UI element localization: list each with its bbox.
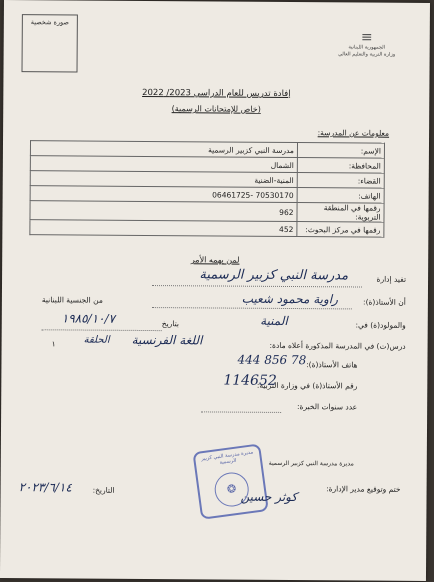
date-label: بتاريخ	[161, 319, 179, 329]
district-label: القضاء:	[297, 173, 384, 189]
cedar-icon: ❂	[213, 470, 251, 508]
book-icon: ≡	[360, 29, 373, 46]
region-number-value: 962	[30, 201, 297, 222]
school-name-label: الإسم:	[297, 143, 384, 159]
school-info-heading: معلومات عن المدرسة:	[317, 128, 390, 138]
dotted-line	[201, 411, 281, 413]
phone-value: 70530170 -06461725	[30, 186, 297, 203]
subject-value: اللغة الفرنسية	[131, 332, 203, 348]
ministry-label: رقم الأستاذ(ة) في وزارة التربية:	[256, 380, 358, 391]
date-field-label: التاريخ:	[92, 485, 115, 495]
table-row	[30, 220, 384, 237]
region-number-label: رقمها في المنطقة التربوية:	[297, 203, 384, 223]
governorate-value: الشمال	[30, 156, 297, 173]
document-title: إفادة تدريس للعام الدراسي 2023/ 2022	[142, 87, 291, 100]
dotted-line	[152, 307, 352, 309]
school-name-value: مدرسة النبي كزبير الرسمية	[30, 141, 297, 158]
research-number-value: 452	[30, 220, 297, 237]
logo-line-1: الجمهورية اللبنانية	[348, 44, 386, 51]
ministry-number-value: 114652	[223, 372, 277, 389]
phone-label: الهاتف:	[297, 188, 384, 204]
to-whom-heading: لمن يهمه الأمر	[190, 255, 240, 265]
school-info-table	[29, 140, 385, 237]
stamp-text: مديرة مدرسة النبي كزبير الرسمية	[200, 449, 254, 466]
declare-label: تفيد إدارة	[376, 274, 407, 284]
photo-box	[21, 14, 77, 72]
dotted-line	[42, 329, 162, 331]
experience-label: عدد سنوات الخبرة:	[296, 402, 358, 412]
born-label: والمولود(ة) في:	[355, 320, 406, 330]
declare-value: مدرسة النبي كزبير الرسمية	[199, 267, 349, 284]
stamp-caption: مديرة مدرسة النبي كزبير الرسمية	[268, 459, 354, 468]
grade-number: ١	[51, 339, 56, 349]
logo-line-2: وزارة التربية والتعليم العالي	[338, 51, 396, 58]
born-value: المنية	[260, 313, 288, 328]
dotted-line	[152, 285, 362, 287]
official-stamp	[192, 443, 268, 519]
research-number-label: رقمها في مركز البحوث:	[297, 222, 384, 238]
table-row	[30, 201, 384, 222]
district-value: المنية-الضنية	[30, 171, 297, 188]
date-field-value: ٢٠٢٣/٦/١٤	[18, 480, 72, 495]
governorate-label: المحافظة:	[297, 158, 384, 174]
ministry-logo	[336, 30, 398, 64]
birth-date-value: ١٩٨٥/١٠/٧	[61, 311, 116, 326]
teacher-phone-value: 78 856 444	[237, 352, 307, 368]
signature: كوثر حسين	[240, 489, 298, 505]
nationality-text: من الجنسية اللبنانية	[41, 295, 103, 305]
grade-value: الحلقة	[83, 334, 110, 346]
signature-label: ختم وتوقيع مدير الإدارة:	[326, 484, 401, 494]
phone-label: هاتف الأستاذ(ة):	[306, 360, 358, 370]
teacher-label: أن الأستاذ(ة):	[363, 297, 406, 307]
teacher-value: راوية محمود شعيب	[241, 291, 338, 307]
taught-label: درس(ت) في المدرسة المذكورة أعلاه مادة:	[269, 340, 406, 351]
document-subtitle: (خاص للإمتحانات الرسمية)	[171, 104, 261, 114]
photo-box-label: صورة شخصية	[30, 18, 69, 27]
